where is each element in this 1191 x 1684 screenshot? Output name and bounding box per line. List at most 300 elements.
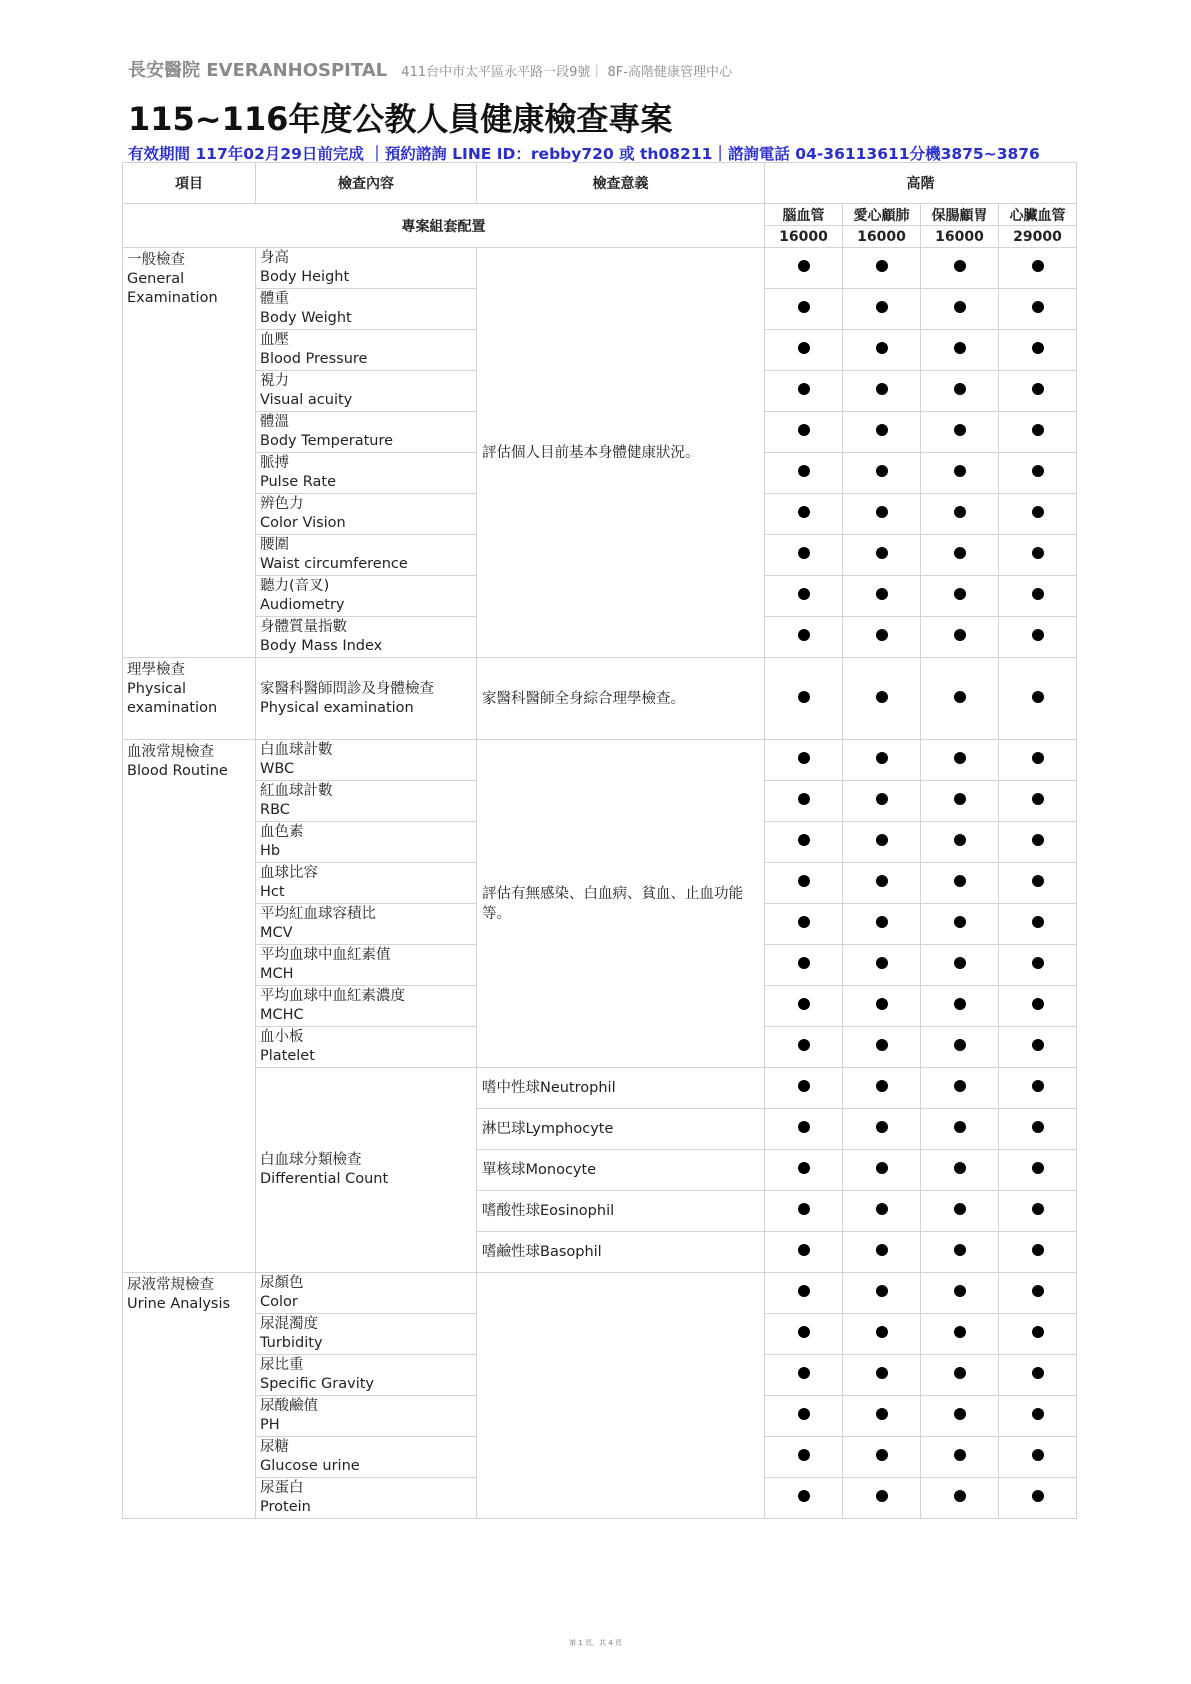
included-dot: [876, 547, 888, 559]
included-dot: [1032, 506, 1044, 518]
included-mark: [921, 617, 999, 658]
exam-item-en: Body Height: [260, 269, 350, 285]
exam-item-zh: 體重: [260, 291, 289, 307]
included-mark: [843, 945, 921, 986]
exam-item-en: Pulse Rate: [260, 474, 337, 490]
included-dot: [1032, 301, 1044, 313]
included-mark: [921, 535, 999, 576]
included-mark: [765, 576, 843, 617]
included-dot: [1032, 1244, 1044, 1256]
included-dot: [876, 506, 888, 518]
page-title: 115~116年度公教人員健康檢查專案: [128, 100, 673, 138]
included-mark: [921, 412, 999, 453]
included-mark: [921, 945, 999, 986]
included-mark: [921, 781, 999, 822]
included-mark: [765, 945, 843, 986]
exam-item-zh: 尿糖: [260, 1439, 289, 1455]
included-mark: [999, 1109, 1077, 1150]
exam-item: [256, 1478, 477, 1519]
exam-item-zh: 平均血球中血紅素濃度: [260, 988, 405, 1004]
included-mark: [843, 986, 921, 1027]
included-mark: [843, 1355, 921, 1396]
included-mark: [765, 1150, 843, 1191]
exam-item: [256, 1437, 477, 1478]
included-mark: [843, 576, 921, 617]
included-dot: [954, 588, 966, 600]
exam-item-zh: 平均血球中血紅素值: [260, 947, 391, 963]
included-mark: [921, 822, 999, 863]
included-dot: [1032, 875, 1044, 887]
exam-item-zh: 家醫科醫師問診及身體檢查: [260, 680, 434, 697]
included-dot: [954, 752, 966, 764]
included-dot: [798, 629, 810, 641]
exam-item-en: Turbidity: [260, 1335, 323, 1351]
included-dot: [954, 342, 966, 354]
included-dot: [1032, 383, 1044, 395]
table-row: [123, 248, 1077, 289]
included-dot: [954, 260, 966, 272]
included-dot: [798, 998, 810, 1010]
included-dot: [798, 1162, 810, 1174]
exam-item: [256, 1027, 477, 1068]
included-dot: [876, 1449, 888, 1461]
included-dot: [798, 506, 810, 518]
included-dot: [1032, 1449, 1044, 1461]
included-dot: [798, 691, 810, 703]
included-mark: [999, 1478, 1077, 1519]
exam-item: [256, 945, 477, 986]
included-dot: [954, 998, 966, 1010]
included-mark: [921, 1273, 999, 1314]
included-dot: [876, 1326, 888, 1338]
included-dot: [954, 1326, 966, 1338]
included-dot: [954, 691, 966, 703]
included-dot: [798, 301, 810, 313]
included-dot: [1032, 1408, 1044, 1420]
included-dot: [1032, 547, 1044, 559]
included-mark: [999, 658, 1077, 740]
included-dot: [954, 465, 966, 477]
package-name: 愛心顧肺: [843, 204, 921, 226]
checkup-table: [122, 162, 1077, 1519]
exam-item-en: PH: [260, 1417, 280, 1433]
included-dot: [1032, 834, 1044, 846]
included-mark: [921, 1437, 999, 1478]
included-dot: [798, 916, 810, 928]
included-mark: [999, 1437, 1077, 1478]
col-meaning-header: 檢查意義: [477, 163, 765, 204]
included-mark: [999, 1314, 1077, 1355]
included-mark: [765, 781, 843, 822]
included-dot: [1032, 629, 1044, 641]
included-dot: [798, 342, 810, 354]
included-dot: [954, 383, 966, 395]
included-mark: [999, 904, 1077, 945]
differential-subitem: 嗜酸性球Eosinophil: [477, 1191, 765, 1232]
included-dot: [798, 547, 810, 559]
included-mark: [765, 1355, 843, 1396]
included-mark: [921, 740, 999, 781]
included-dot: [1032, 342, 1044, 354]
exam-item-en: MCHC: [260, 1007, 304, 1023]
exam-item: [256, 986, 477, 1027]
exam-item-en: RBC: [260, 802, 290, 818]
included-dot: [798, 1326, 810, 1338]
exam-item: [256, 1396, 477, 1437]
included-mark: [843, 1109, 921, 1150]
included-mark: [921, 658, 999, 740]
included-mark: [843, 822, 921, 863]
included-mark: [921, 1109, 999, 1150]
exam-item-zh: 血球比容: [260, 865, 318, 881]
hospital-line: [128, 56, 1088, 82]
included-dot: [954, 629, 966, 641]
included-dot: [798, 1367, 810, 1379]
included-dot: [798, 424, 810, 436]
included-mark: [765, 1068, 843, 1109]
included-mark: [921, 1068, 999, 1109]
included-mark: [921, 1314, 999, 1355]
included-dot: [876, 260, 888, 272]
included-dot: [1032, 793, 1044, 805]
included-mark: [921, 289, 999, 330]
package-price: 29000: [999, 226, 1077, 248]
exam-item-zh: 血小板: [260, 1029, 304, 1045]
exam-item: [256, 453, 477, 494]
included-dot: [954, 1490, 966, 1502]
exam-meaning: 評估有無感染、白血病、貧血、止血功能等。: [477, 740, 765, 1068]
exam-category: 血液常規檢查 Blood Routine: [123, 740, 256, 1273]
included-dot: [798, 383, 810, 395]
included-mark: [765, 535, 843, 576]
included-mark: [999, 1232, 1077, 1273]
included-dot: [798, 260, 810, 272]
included-dot: [954, 1121, 966, 1133]
included-dot: [1032, 998, 1044, 1010]
included-dot: [954, 793, 966, 805]
included-mark: [765, 494, 843, 535]
included-dot: [954, 1285, 966, 1297]
package-name: 腦血管: [765, 204, 843, 226]
exam-category: 理學檢查 Physical examination: [123, 658, 256, 740]
col-content-header: 檢查內容: [256, 163, 477, 204]
package-label: 專案組套配置: [123, 204, 765, 248]
included-dot: [1032, 691, 1044, 703]
included-dot: [1032, 916, 1044, 928]
exam-item-en: Physical examination: [260, 699, 414, 716]
package-price: 16000: [765, 226, 843, 248]
included-mark: [765, 453, 843, 494]
included-mark: [999, 986, 1077, 1027]
included-dot: [954, 916, 966, 928]
included-dot: [954, 424, 966, 436]
included-dot: [876, 834, 888, 846]
exam-item-zh: 紅血球計數: [260, 783, 333, 799]
included-mark: [765, 740, 843, 781]
included-mark: [921, 1191, 999, 1232]
included-dot: [798, 1490, 810, 1502]
included-dot: [876, 1162, 888, 1174]
package-price: 16000: [921, 226, 999, 248]
differential-subitem: 單核球Monocyte: [477, 1150, 765, 1191]
included-dot: [798, 465, 810, 477]
included-dot: [876, 342, 888, 354]
included-mark: [999, 1068, 1077, 1109]
exam-item: [256, 248, 477, 289]
included-mark: [921, 863, 999, 904]
included-dot: [1032, 1203, 1044, 1215]
exam-item: [256, 576, 477, 617]
included-mark: [843, 494, 921, 535]
included-mark: [921, 986, 999, 1027]
table-body: [123, 248, 1077, 1519]
included-dot: [876, 1039, 888, 1051]
included-mark: [843, 617, 921, 658]
exam-item-en: WBC: [260, 761, 295, 777]
exam-item-zh: 尿混濁度: [260, 1316, 318, 1332]
included-mark: [765, 1396, 843, 1437]
col-level-header: 高階: [765, 163, 1077, 204]
included-mark: [843, 658, 921, 740]
exam-item-en: Audiometry: [260, 597, 345, 613]
included-mark: [999, 1150, 1077, 1191]
exam-item-en: Waist circumference: [260, 556, 408, 572]
included-dot: [954, 547, 966, 559]
exam-item-zh: 血色素: [260, 824, 304, 840]
included-dot: [876, 998, 888, 1010]
included-mark: [921, 453, 999, 494]
included-mark: [999, 494, 1077, 535]
included-mark: [999, 945, 1077, 986]
included-dot: [798, 1285, 810, 1297]
included-mark: [843, 904, 921, 945]
exam-item: [256, 494, 477, 535]
included-mark: [765, 658, 843, 740]
exam-item-zh: 平均紅血球容積比: [260, 906, 376, 922]
table-row: [123, 1273, 1077, 1314]
exam-item: [256, 1355, 477, 1396]
validity-and-contact: 有效期間 117年02月29日前完成 ｜預約諮詢 LINE ID：rebby720 或 th08211｜諮詢電話 04-36113611分機3875~3876: [128, 145, 1040, 163]
included-dot: [798, 1121, 810, 1133]
exam-item: [256, 904, 477, 945]
exam-item-zh: 身體質量指數: [260, 619, 347, 635]
exam-item: [256, 289, 477, 330]
exam-item-zh: 尿酸鹼值: [260, 1398, 318, 1414]
page-header: [128, 56, 1088, 164]
exam-item-zh: 腰圍: [260, 537, 289, 553]
exam-item-zh: 視力: [260, 373, 289, 389]
included-dot: [876, 1408, 888, 1420]
included-dot: [1032, 588, 1044, 600]
included-dot: [876, 1490, 888, 1502]
exam-item-zh: 尿蛋白: [260, 1480, 304, 1496]
included-mark: [843, 1027, 921, 1068]
included-mark: [921, 1150, 999, 1191]
included-dot: [798, 1408, 810, 1420]
included-dot: [798, 957, 810, 969]
exam-item: [256, 1068, 477, 1273]
included-dot: [798, 752, 810, 764]
included-mark: [843, 289, 921, 330]
included-mark: [765, 412, 843, 453]
included-mark: [843, 371, 921, 412]
included-mark: [765, 822, 843, 863]
included-mark: [843, 248, 921, 289]
exam-item: [256, 863, 477, 904]
included-dot: [1032, 424, 1044, 436]
package-name: 心臟血管: [999, 204, 1077, 226]
exam-item-zh: 聽力(音叉): [260, 578, 330, 594]
included-mark: [999, 1396, 1077, 1437]
included-mark: [843, 1150, 921, 1191]
included-mark: [921, 1396, 999, 1437]
exam-item: [256, 617, 477, 658]
included-dot: [876, 1080, 888, 1092]
included-dot: [954, 1203, 966, 1215]
differential-subitem: 嗜中性球Neutrophil: [477, 1068, 765, 1109]
included-mark: [843, 1191, 921, 1232]
included-dot: [798, 875, 810, 887]
included-mark: [765, 904, 843, 945]
included-dot: [876, 1285, 888, 1297]
included-dot: [1032, 465, 1044, 477]
included-dot: [1032, 1326, 1044, 1338]
included-mark: [843, 535, 921, 576]
included-dot: [876, 916, 888, 928]
exam-item: [256, 822, 477, 863]
included-dot: [798, 1449, 810, 1461]
included-mark: [999, 1355, 1077, 1396]
included-mark: [765, 863, 843, 904]
included-mark: [843, 1273, 921, 1314]
exam-item: [256, 1273, 477, 1314]
exam-meaning: [477, 1273, 765, 1519]
included-mark: [843, 412, 921, 453]
exam-item-en: MCH: [260, 966, 294, 982]
included-dot: [954, 834, 966, 846]
exam-item-zh: 辨色力: [260, 496, 304, 512]
included-mark: [765, 1232, 843, 1273]
exam-item: [256, 1314, 477, 1355]
included-mark: [843, 863, 921, 904]
exam-item-en: Specific Gravity: [260, 1376, 375, 1392]
included-mark: [765, 1027, 843, 1068]
included-mark: [921, 330, 999, 371]
included-mark: [921, 494, 999, 535]
included-dot: [954, 1449, 966, 1461]
included-dot: [954, 957, 966, 969]
exam-item-en: Platelet: [260, 1048, 315, 1064]
included-dot: [876, 875, 888, 887]
included-mark: [999, 330, 1077, 371]
included-mark: [921, 248, 999, 289]
exam-item-en: Visual acuity: [260, 392, 353, 408]
included-dot: [876, 424, 888, 436]
exam-item-zh: 尿顏色: [260, 1275, 304, 1291]
included-dot: [954, 301, 966, 313]
included-dot: [1032, 1162, 1044, 1174]
exam-item-zh: 脈搏: [260, 455, 289, 471]
exam-item-en: Hct: [260, 884, 285, 900]
exam-item: [256, 412, 477, 453]
included-mark: [765, 986, 843, 1027]
included-mark: [843, 1396, 921, 1437]
included-mark: [765, 1437, 843, 1478]
included-mark: [999, 576, 1077, 617]
included-dot: [876, 588, 888, 600]
included-mark: [843, 1232, 921, 1273]
included-dot: [876, 629, 888, 641]
included-mark: [843, 781, 921, 822]
exam-meaning: 評估個人目前基本身體健康狀況。: [477, 248, 765, 658]
hospital-address: 411台中市太平區永平路一段9號｜ 8F-高階健康管理中心: [401, 65, 732, 80]
exam-item-en: Blood Pressure: [260, 351, 368, 367]
package-price: 16000: [843, 226, 921, 248]
table-row: [123, 1068, 1077, 1109]
included-mark: [765, 1109, 843, 1150]
page-footer: 第 1 頁，共 4 頁: [569, 1639, 622, 1647]
included-dot: [876, 691, 888, 703]
table-row: [123, 658, 1077, 740]
included-mark: [921, 1478, 999, 1519]
included-mark: [999, 535, 1077, 576]
included-dot: [1032, 957, 1044, 969]
included-dot: [798, 834, 810, 846]
included-dot: [954, 506, 966, 518]
package-name: 保腸顧胃: [921, 204, 999, 226]
included-dot: [1032, 1121, 1044, 1133]
included-mark: [921, 1355, 999, 1396]
included-mark: [843, 453, 921, 494]
exam-item-en: Body Temperature: [260, 433, 394, 449]
included-mark: [765, 1191, 843, 1232]
included-mark: [765, 371, 843, 412]
included-mark: [765, 289, 843, 330]
exam-category: 一般檢查 General Examination: [123, 248, 256, 658]
included-mark: [999, 371, 1077, 412]
included-mark: [999, 740, 1077, 781]
included-mark: [843, 1478, 921, 1519]
included-mark: [765, 1273, 843, 1314]
exam-item-zh: 體溫: [260, 414, 289, 430]
included-mark: [765, 1478, 843, 1519]
exam-item-en: Differential Count: [260, 1171, 389, 1187]
exam-item: [256, 371, 477, 412]
included-mark: [765, 248, 843, 289]
included-dot: [1032, 1367, 1044, 1379]
hospital-name: 長安醫院 EVERANHOSPITAL: [128, 60, 388, 81]
included-dot: [1032, 1490, 1044, 1502]
exam-item-en: MCV: [260, 925, 293, 941]
differential-subitem: 嗜鹼性球Basophil: [477, 1232, 765, 1273]
included-mark: [843, 740, 921, 781]
included-dot: [876, 383, 888, 395]
included-dot: [954, 1367, 966, 1379]
exam-item: [256, 740, 477, 781]
exam-item: [256, 535, 477, 576]
exam-item-zh: 尿比重: [260, 1357, 304, 1373]
included-mark: [999, 412, 1077, 453]
included-mark: [843, 1314, 921, 1355]
included-mark: [843, 1437, 921, 1478]
exam-item-zh: 血壓: [260, 332, 289, 348]
included-mark: [765, 1314, 843, 1355]
exam-item: [256, 781, 477, 822]
included-dot: [798, 1039, 810, 1051]
included-dot: [1032, 1080, 1044, 1092]
included-dot: [798, 1244, 810, 1256]
included-mark: [921, 371, 999, 412]
